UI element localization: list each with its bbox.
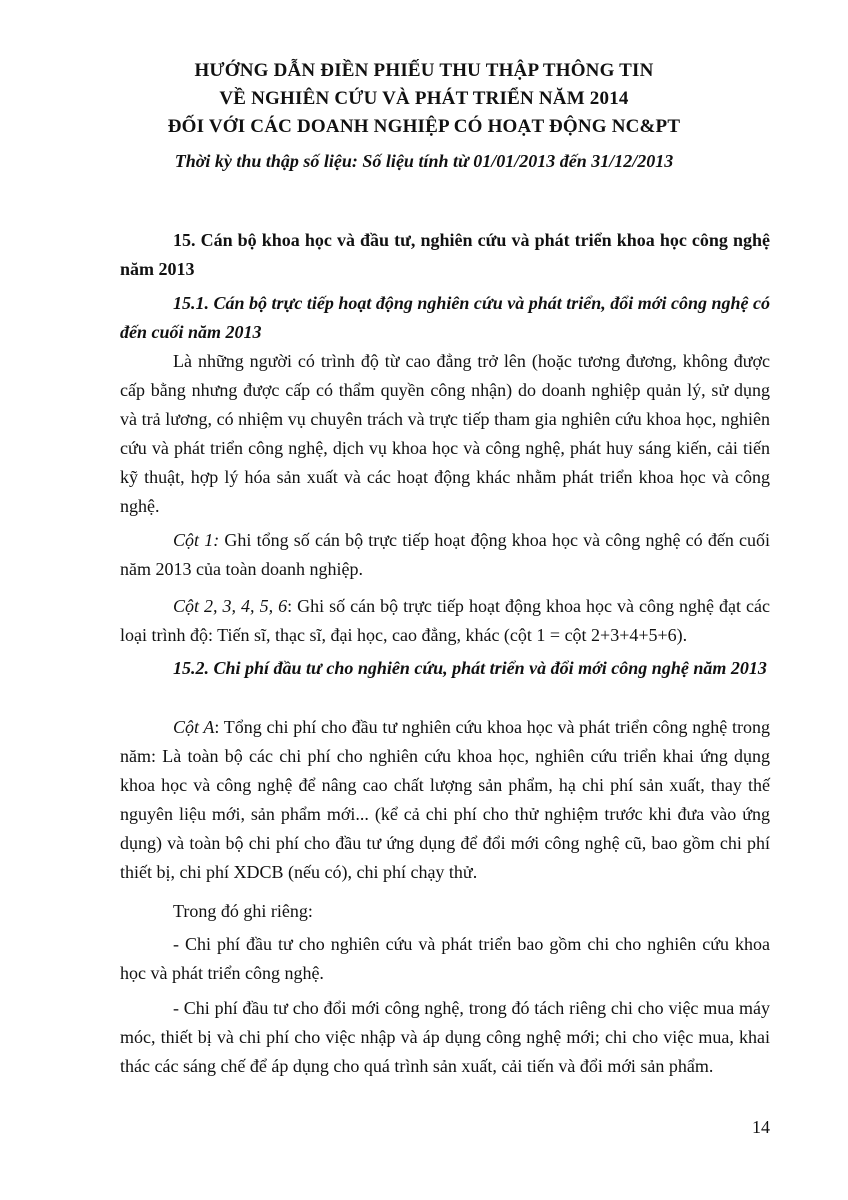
section-15-2-heading: 15.2. Chi phí đầu tư cho nghiên cứu, phát triển và đổi mới công nghệ năm 2013 [173, 658, 767, 678]
page-number: 14 [752, 1117, 770, 1137]
doc-title-line-1: HƯỚNG DẪN ĐIỀN PHIẾU THU THẬP THÔNG TIN [194, 60, 654, 81]
column-1-label: Cột 1: [173, 530, 220, 550]
column-2-6-text: : Ghi số cán bộ trực tiếp hoạt động khoa học và công nghệ đạt các loại trình độ: Tiến sĩ, thạc sĩ, đại học, cao đẳng, khác (cột 1 = cột 2+3+4+5+6). [120, 596, 770, 645]
collection-period: Thời kỳ thu thập số liệu: Số liệu tính từ 01/01/2013 đến 31/12/2013 [174, 151, 674, 171]
column-2-6-instruction [120, 592, 770, 650]
bullet-innovation-cost: - Chi phí đầu tư cho đổi mới công nghệ, trong đó tách riêng chi cho việc mua máy móc, thiết bị và chi phí cho việc nhập và áp dụng công nghệ mới; chi cho việc mua, khai thác các sáng chế để áp dụng cho quá trình sản xuất, cải tiến và đổi mới sản phẩm. [120, 998, 770, 1076]
column-a-text: : Tổng chi phí cho đầu tư nghiên cứu khoa học và phát triển công nghệ trong năm: Là toàn bộ các chi phí cho nghiên cứu khoa học, nghiên cứu triển khai ứng dụng khoa học và công nghệ để nâng cao chất lượng sản phẩm, hạ chi phí sản xuất, thay thế nguyên liệu mới, sản phẩm mới... (kể cả chi phí cho thử nghiệm trước khi đưa vào ứng dụng) và toàn bộ chi phí cho đầu tư ứng dụng để đổi mới công nghệ cũ, bao gồm chi phí thiết bị, chi phí XDCB (nếu có), chi phí chạy thử. [120, 717, 770, 882]
bullet-research-cost: - Chi phí đầu tư cho nghiên cứu và phát triển bao gồm chi cho nghiên cứu khoa học và phát triển công nghệ. [120, 934, 770, 983]
column-a-label: Cột A [173, 717, 215, 737]
doc-title-line-2: VỀ NGHIÊN CỨU VÀ PHÁT TRIỂN NĂM 2014 [219, 88, 629, 109]
column-a-instruction [120, 713, 770, 887]
column-2-6-label: Cột 2, 3, 4, 5, 6 [173, 596, 288, 616]
column-1-text: Ghi tổng số cán bộ trực tiếp hoạt động khoa học và công nghệ có đến cuối năm 2013 của toàn doanh nghiệp. [120, 530, 770, 579]
section-15-1-definition: Là những người có trình độ từ cao đẳng trở lên (hoặc tương đương, không được cấp bằng nhưng được cấp có thẩm quyền công nhận) do doanh nghiệp quản lý, sử dụng và trả lương, có nhiệm vụ chuyên trách và trực tiếp tham gia nghiên cứu khoa học, nghiên cứu và phát triển công nghệ, dịch vụ khoa học và công nghệ, phát huy sáng kiến, cải tiến kỹ thuật, hợp lý hóa sản xuất và các hoạt động khác nhằm phát triển khoa học và công nghệ. [120, 351, 770, 516]
column-1-instruction [120, 526, 770, 584]
doc-title-line-3: ĐỐI VỚI CÁC DOANH NGHIỆP CÓ HOẠT ĐỘNG NC&PT [167, 116, 681, 137]
note-intro: Trong đó ghi riêng: [173, 901, 313, 921]
section-15-1-heading: 15.1. Cán bộ trực tiếp hoạt động nghiên cứu và phát triển, đổi mới công nghệ có đến cuối năm 2013 [120, 293, 770, 342]
section-15-heading: 15. Cán bộ khoa học và đầu tư, nghiên cứu và phát triển khoa học công nghệ năm 2013 [120, 230, 770, 279]
